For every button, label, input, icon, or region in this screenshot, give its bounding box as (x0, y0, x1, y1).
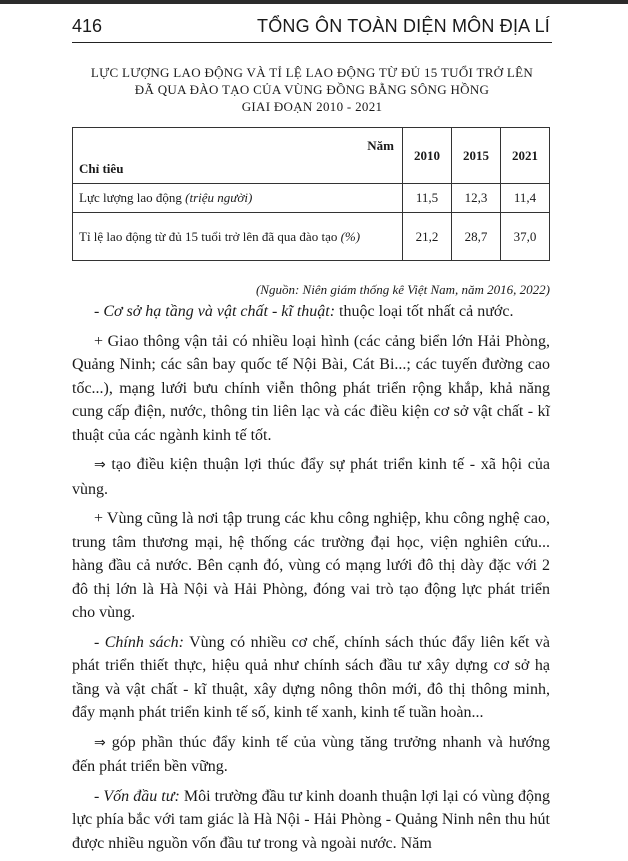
paragraph-text: thuộc loại tốt nhất cả nước. (335, 303, 514, 320)
cell-value: 28,7 (452, 213, 501, 261)
body-text (72, 300, 550, 861)
table-source: (Nguồn: Niên giám thống kê Việt Nam, năm 2016, 2022) (255, 282, 550, 297)
corner-cell (73, 128, 403, 184)
page-number: 416 (72, 16, 103, 36)
cell-value: 12,3 (452, 184, 501, 213)
paragraph-text: Môi trường đầu tư kinh doanh thuận lợi lại có vùng động lực phía bắc với tam giác là Hà Nội - Hải Phòng - Quảng Ninh nên thu hút được nhiều nguồn vốn đầu tư trong và ngoài nước. Năm (72, 787, 550, 852)
section-lead: - Chính sách: (94, 633, 184, 651)
paragraph: + Vùng cũng là nơi tập trung các khu công nghiệp, khu công nghệ cao, trung tâm thương mại, hệ thống các trường đại học, viện nghiên cứu... hàng đầu cả nước. Bên cạnh đó, vùng có mạng lưới đô thị dày đặc với 2 đô thị lớn là Hà Nội và Hải Phòng, đóng vai trò tạo động lực phát triển cho vùng. (72, 510, 550, 621)
row-label (73, 213, 403, 261)
paragraph (72, 785, 550, 856)
cell-value: 37,0 (501, 213, 550, 261)
paragraph (72, 453, 550, 501)
section-lead: - Vốn đầu tư: (94, 787, 180, 805)
running-title: TỔNG ÔN TOÀN DIỆN MÔN ĐỊA LÍ (257, 16, 550, 36)
paragraph (72, 631, 550, 725)
table-title (72, 64, 552, 115)
row-label-text: Tỉ lệ lao động từ đủ 15 tuổi trở lên đã qua đào tạo (79, 228, 338, 244)
row-label-text: Lực lượng lao động (79, 190, 182, 205)
corner-year-label: Năm (367, 138, 394, 153)
cell-value: 21,2 (403, 213, 452, 261)
table-title-line: GIAI ĐOẠN 2010 - 2021 (241, 99, 383, 114)
paragraph (72, 300, 550, 324)
table-row (73, 213, 550, 261)
cell-value: 11,5 (403, 184, 452, 213)
corner-indicator-label: Chỉ tiêu (79, 161, 124, 176)
row-label (73, 184, 403, 213)
paragraph: + Giao thông vận tải có nhiều loại hình (các cảng biển lớn Hải Phòng, Quảng Ninh; các sân bay quốc tế Nội Bài, Cát Bi...; các tuyến đường cao tốc...), mạng lưới bưu chính viễn thông phát triển rộng khắp, khả năng cung cấp điện, nước, thông tin liên lạc và các điều kiện cơ sở vật chất - kĩ thuật của các ngành kinh tế tốt. (72, 332, 550, 444)
paragraph (72, 731, 550, 779)
table-title-line: ĐÃ QUA ĐÀO TẠO CỦA VÙNG ĐỒNG BẰNG SÔNG HỒNG (134, 82, 490, 97)
paragraph-text: tạo điều kiện thuận lợi thúc đẩy sự phát triển kinh tế - xã hội của vùng. (72, 456, 550, 498)
paragraph-text: góp phần thúc đẩy kinh tế của vùng tăng trưởng nhanh và hướng đến phát triển bền vững. (72, 733, 550, 775)
table-row (73, 184, 550, 213)
table-header-row (73, 128, 550, 184)
paragraph-text: Vùng có nhiều cơ chế, chính sách thúc đẩy liên kết và phát triển thiết thực, hiệu quả như chính sách đầu tư xây dựng cơ sở hạ tầng và vật chất - kĩ thuật, xây dựng nông thôn mới, đô thị thông minh, đẩy mạnh phát triển kinh tế số, kinh tế xanh, kinh tế tuần hoàn... (72, 633, 550, 721)
row-unit: (%) (340, 228, 361, 244)
cell-value: 11,4 (501, 184, 550, 213)
year-header: 2010 (403, 128, 452, 184)
implies-arrow-icon: ⇒ (94, 457, 106, 473)
year-header: 2015 (452, 128, 501, 184)
section-lead: - Cơ sở hạ tầng và vật chất - kĩ thuật: (94, 303, 336, 320)
page-header (72, 14, 552, 43)
top-border (0, 0, 628, 4)
implies-arrow-icon: ⇒ (94, 734, 106, 751)
row-unit: (triệu người) (185, 190, 253, 205)
year-header: 2021 (501, 128, 550, 184)
table-title-line: LỰC LƯỢNG LAO ĐỘNG VÀ TỈ LỆ LAO ĐỘNG TỪ ĐỦ 15 TUỔI TRỞ LÊN (90, 65, 534, 80)
labor-table (72, 127, 550, 261)
